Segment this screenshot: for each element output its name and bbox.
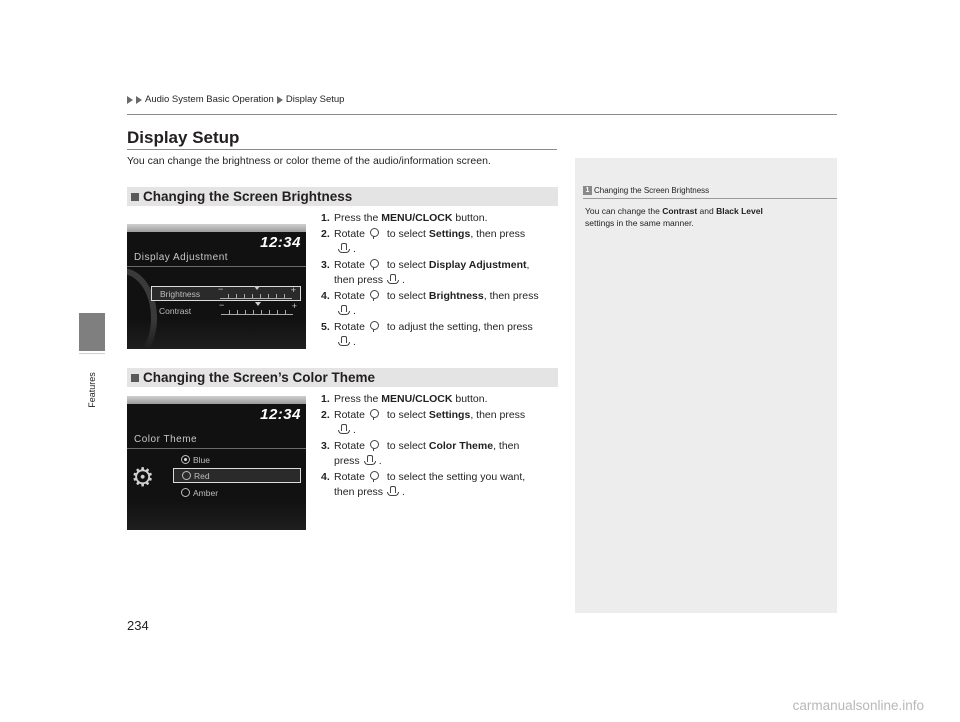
press-knob-icon: [338, 336, 349, 346]
theme-option-red: Red: [173, 468, 301, 483]
contrast-slider: − +: [221, 306, 293, 315]
brightness-slider: − +: [220, 290, 292, 299]
step-item: 4. Rotate to select Brightness, then press .: [321, 289, 539, 317]
screen-divider: [127, 448, 306, 449]
color-theme-screen-image: [127, 396, 306, 530]
breadcrumb-arrow-icon: [277, 96, 283, 104]
screen-clock: 12:34: [260, 234, 301, 251]
note-heading-text: Changing the Screen Brightness: [594, 186, 710, 195]
selector-knob-icon: [369, 259, 380, 269]
screen-row-contrast: Contrast − +: [159, 300, 297, 316]
theme-option-blue: Blue: [173, 452, 301, 467]
note-rule: [583, 198, 837, 199]
breadcrumb-item-audio[interactable]: Audio System Basic Operation: [145, 94, 274, 105]
step-item: 3. Rotate to select Color Theme, then press .: [321, 439, 520, 467]
step-item: 2. Rotate to select Settings, then press .: [321, 227, 526, 255]
step-item: 1. Press the MENU/CLOCK button.: [321, 393, 488, 405]
note-body: You can change the Contrast and Black Level settings in the same manner.: [585, 206, 763, 228]
breadcrumb-arrow-icon: [127, 96, 133, 104]
page-number: 234: [127, 618, 149, 633]
color-theme-steps: [321, 392, 554, 501]
gear-icon: ⚙: [131, 462, 155, 492]
step-item: 1. Press the MENU/CLOCK button.: [321, 212, 488, 224]
selector-knob-icon: [369, 290, 380, 300]
intro-text: You can change the brightness or color theme of the audio/information screen.: [127, 155, 491, 167]
press-knob-icon: [364, 455, 375, 465]
title-rule: [127, 149, 557, 150]
press-knob-icon: [338, 424, 349, 434]
chapter-tab-rule: [79, 353, 105, 354]
section-title: Changing the Screen Brightness: [143, 189, 353, 204]
breadcrumb: [127, 94, 344, 105]
page-title: Display Setup: [127, 128, 240, 147]
selector-knob-icon: [369, 409, 380, 419]
selector-knob-icon: [369, 471, 380, 481]
screen-heading: Color Theme: [134, 434, 198, 445]
screen-row-brightness: Brightness − +: [151, 286, 301, 301]
press-knob-icon: [338, 243, 349, 253]
screen-divider: [127, 266, 306, 267]
brightness-screen-image: [127, 224, 306, 349]
watermark: carmanualsonline.info: [792, 698, 924, 713]
section-header-brightness: [127, 187, 558, 206]
step-item: 3. Rotate to select Display Adjustment, then press .: [321, 258, 530, 286]
screen-clock: 12:34: [260, 406, 301, 423]
selector-knob-icon: [369, 440, 380, 450]
selector-knob-icon: [369, 228, 380, 238]
breadcrumb-item-display[interactable]: Display Setup: [285, 94, 345, 105]
screen-heading: Display Adjustment: [134, 252, 229, 263]
press-knob-icon: [387, 274, 398, 284]
brightness-steps: [321, 211, 554, 351]
header-rule: [127, 114, 837, 115]
chapter-tab: [79, 313, 105, 351]
radio-icon: [181, 455, 190, 464]
section-header-color-theme: [127, 368, 558, 387]
section-square-icon: [131, 193, 139, 201]
press-knob-icon: [338, 305, 349, 315]
radio-icon: [181, 488, 190, 497]
press-knob-icon: [387, 486, 398, 496]
radio-icon: [182, 471, 191, 480]
step-item: 2. Rotate to select Settings, then press .: [321, 408, 526, 436]
note-heading: [583, 186, 709, 195]
note-badge-icon: 1: [583, 186, 592, 195]
section-title: Changing the Screen’s Color Theme: [143, 370, 376, 385]
theme-option-amber: Amber: [173, 485, 301, 500]
step-item: 4. Rotate to select the setting you want, then press .: [321, 470, 526, 498]
chapter-label: Features: [87, 372, 97, 408]
breadcrumb-arrow-icon: [136, 96, 142, 104]
selector-knob-icon: [369, 321, 380, 331]
section-square-icon: [131, 374, 139, 382]
screen-bezel: [127, 396, 306, 404]
screen-bezel: [127, 224, 306, 232]
step-item: 5. Rotate to adjust the setting, then press .: [321, 320, 533, 348]
